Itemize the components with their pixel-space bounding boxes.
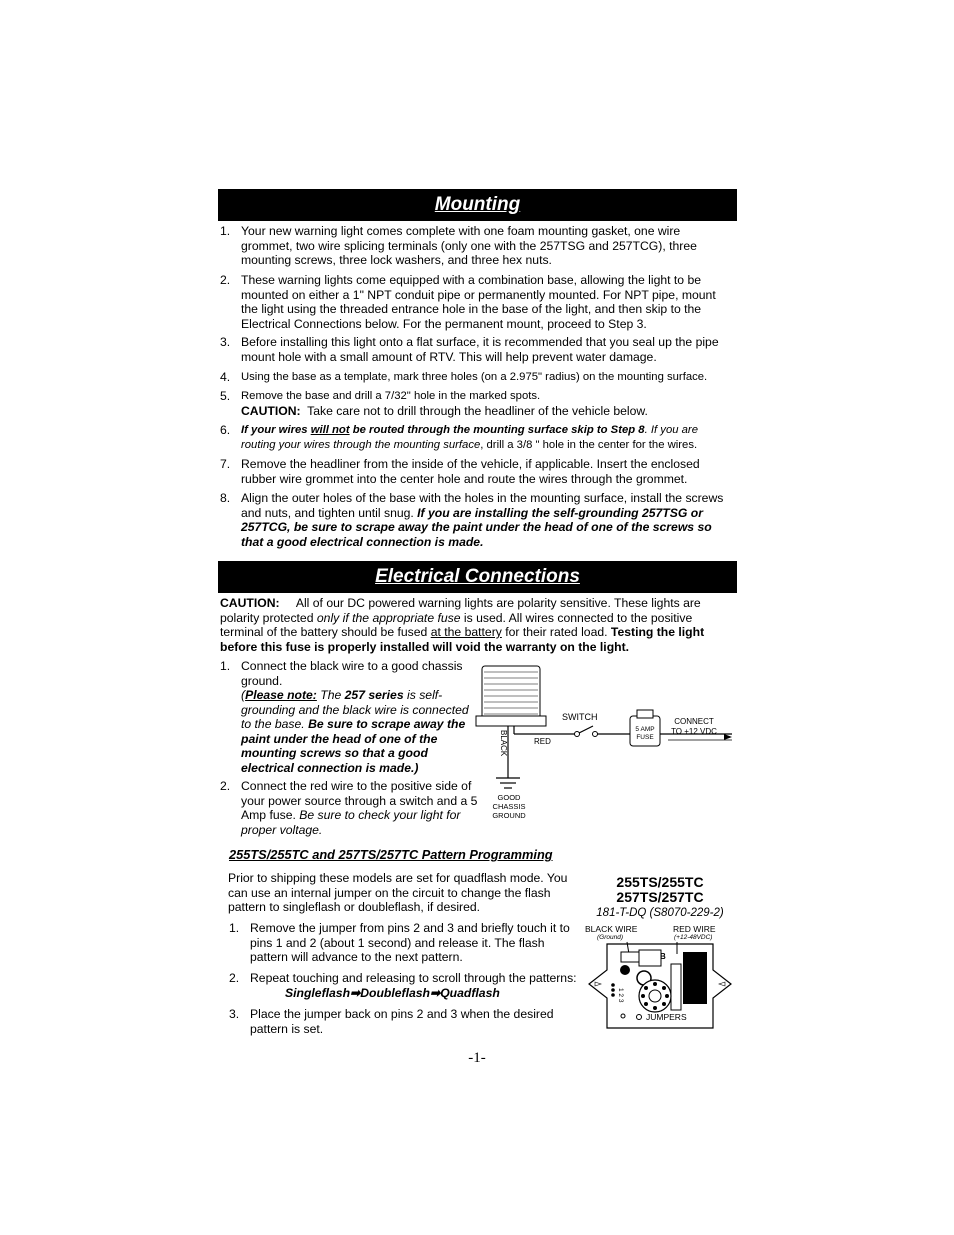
black-label: BLACK [499,730,508,757]
electrical-step-2: 2. Connect the red wire to the positive side of your power source through a switch and a 5 Amp fuse. Be sure to check your light for proper voltage. [220,779,478,837]
ground-note: (Ground) [597,934,624,941]
arrow-icon: ➡ [429,985,441,1000]
b-marker: B [660,952,666,961]
ground-icon [496,778,520,788]
mounting-step-6: 6. If your wires will not be routed through the mounting surface skip to Step 8. If you are routing your wires through the mounting surface, drill a 3/8 " hole in the center for the wires. [220,423,698,451]
board-part-number: 181-T-DQ (S8070-229-2) [596,907,724,919]
programming-step-2: 2. Repeat touching and releasing to scroll through the patterns: Singleflash➡Doubleflash➡Quadflash [229,971,589,1000]
ground-label: GOOD CHASSIS GROUND [492,793,526,820]
pin-numbers: 1 2 3 [617,988,624,1003]
jumpers-label: JUMPERS [646,1012,687,1022]
mounting-step-3: 3. Before installing this light onto a flat surface, it is recommended that you seal up the pipe mount hole with a small amount of RTV. This will help prevent water damage. [220,335,719,364]
mounting-step-4: 4. Using the base as a template, mark three holes (on a 2.975" radius) on the mounting surface. [220,370,708,384]
page-number: -1- [468,1050,486,1066]
electrical-heading: Electrical Connections [218,561,737,593]
programming-heading: 255TS/255TC and 257TS/257TC Pattern Programming [229,847,553,862]
warning-light-icon [476,666,546,726]
pattern-sequence: Singleflash➡Doubleflash➡Quadflash [285,985,500,1000]
electrical-caution: CAUTION: All of our DC powered warning lights are polarity sensitive. These lights are polarity protected only if the appropriate fuse is used. All wires connected to the positive terminal of the battery should be fused at the battery for their rated load. Testing the light before this fuse is properly installed will void the warranty on the light. [220,596,705,654]
board-title: 255TS/255TC 257TS/257TC [616,874,704,905]
red-label: RED [534,737,551,746]
switch-icon [579,726,593,733]
arrow-icon [724,734,732,740]
mounting-step-8: 8. Align the outer holes of the base with the holes in the mounting surface, install the screws and nuts, and tighten until snug. If you are installing the self-grounding 257TSG or 257TCG, be sure to scrape away the paint under the head of one of the screws so that a good electrical connection is made. [220,491,724,549]
mounting-step-1: 1. Your new warning light comes complete with one foam mounting gasket, one wire grommet, two wire splicing terminals (only one with the 257TSG and 257TCG), three mounting screws, three lock washers, and three hex nuts. [220,224,697,267]
red-wire-label: RED WIRE [673,924,716,934]
arrow-icon: ➡ [350,985,361,1000]
programming-step-1: 1. Remove the jumper from pins 2 and 3 and briefly touch it to pins 1 and 2 (about 1 second) and release it. The flash pattern will advance to the next pattern. [229,921,570,964]
mounting-step-7: 7. Remove the headliner from the inside of the vehicle, if applicable. Insert the enclosed rubber wire grommet into the center hole and route the wires through the grommet. [220,457,700,486]
voltage-note: (+12-48VDC) [674,934,713,941]
programming-intro: Prior to shipping these models are set for quadflash mode. You can use an internal jumper on the circuit to change the flash pattern to singleflash or doubleflash, if desired. [228,871,568,914]
mounting-step-2: 2. These warning lights come equipped with a combination base, allowing the light to be mounted on either a 1" NPT conduit pipe or permanently mounted. For NPT pipe, mount the light using the threaded entrance hole in the base of the light, and then skip to the Electrical Connections below. For the permanent mount, proceed to Step 3. [220,273,716,331]
connect-label: CONNECT TO +12 VDC [671,717,717,736]
fuse-label: 5 AMP FUSE [635,726,655,741]
mounting-heading: Mounting [218,189,737,221]
programming-step-3: 3. Place the jumper back on pins 2 and 3 when the desired pattern is set. [229,1007,554,1036]
switch-label: SWITCH [562,712,598,722]
mounting-step-5: 5. Remove the base and drill a 7/32" hole in the marked spots. CAUTION: Take care not to drill through the headliner of the vehicle below. [220,389,648,418]
black-wire-label: BLACK WIRE [585,924,638,934]
electrical-step-1: 1. Connect the black wire to a good chassis ground. (Please note: The 257 series is self-grounding and the black wire is connected to the base. Be sure to scrape away the paint under the head of one of the mounting screws so that a good electrical connection is made.) [220,659,469,775]
